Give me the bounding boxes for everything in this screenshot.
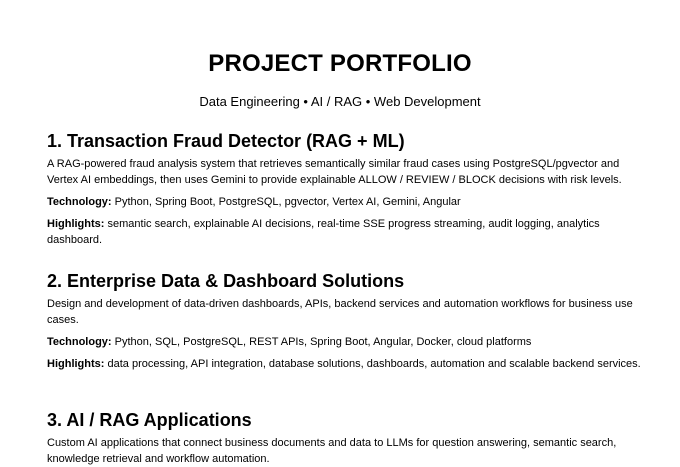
- section-description: Custom AI applications that connect business documents and data to LLMs for question answering, semantic search, knowledge retrieval and workflow automation.: [47, 437, 617, 465]
- highlights-value: semantic search, explainable AI decisions, real-time SSE progress streaming, audit logging, analytics dashboard.: [47, 218, 600, 246]
- highlights-label: Highlights:: [47, 218, 105, 230]
- document-subtitle: Data Engineering • AI / RAG • Web Development: [199, 94, 481, 109]
- technology-label: Technology:: [47, 336, 112, 348]
- section-heading: 2. Enterprise Data & Dashboard Solutions: [47, 271, 405, 291]
- section-heading: 1. Transaction Fraud Detector (RAG + ML): [47, 131, 405, 151]
- project-section-enterprise-data: [47, 270, 647, 372]
- technology-line: [47, 194, 647, 210]
- project-section-ai-rag: [47, 409, 647, 467]
- technology-value: Python, Spring Boot, PostgreSQL, pgvector, Vertex AI, Gemini, Angular: [111, 196, 461, 208]
- section-heading: 3. AI / RAG Applications: [47, 410, 252, 430]
- technology-line: [47, 334, 647, 350]
- technology-value: Python, SQL, PostgreSQL, REST APIs, Spring Boot, Angular, Docker, cloud platforms: [111, 336, 532, 348]
- highlights-line: [47, 216, 647, 248]
- highlights-label: Highlights:: [47, 358, 105, 370]
- technology-label: Technology:: [47, 196, 112, 208]
- highlights-line: [47, 356, 647, 372]
- document-title: PROJECT PORTFOLIO: [208, 50, 472, 77]
- project-section-fraud-detector: [47, 130, 647, 248]
- section-description: Design and development of data-driven dashboards, APIs, backend services and automation workflows for business use cases.: [47, 298, 633, 326]
- highlights-value: data processing, API integration, database solutions, dashboards, automation and scalable backend services.: [104, 358, 641, 370]
- section-description: A RAG-powered fraud analysis system that retrieves semantically similar fraud cases using PostgreSQL/pgvector and Vertex AI embeddings, then uses Gemini to provide explainable ALLOW / REVIEW / BLOCK decisions with risk levels.: [47, 158, 622, 186]
